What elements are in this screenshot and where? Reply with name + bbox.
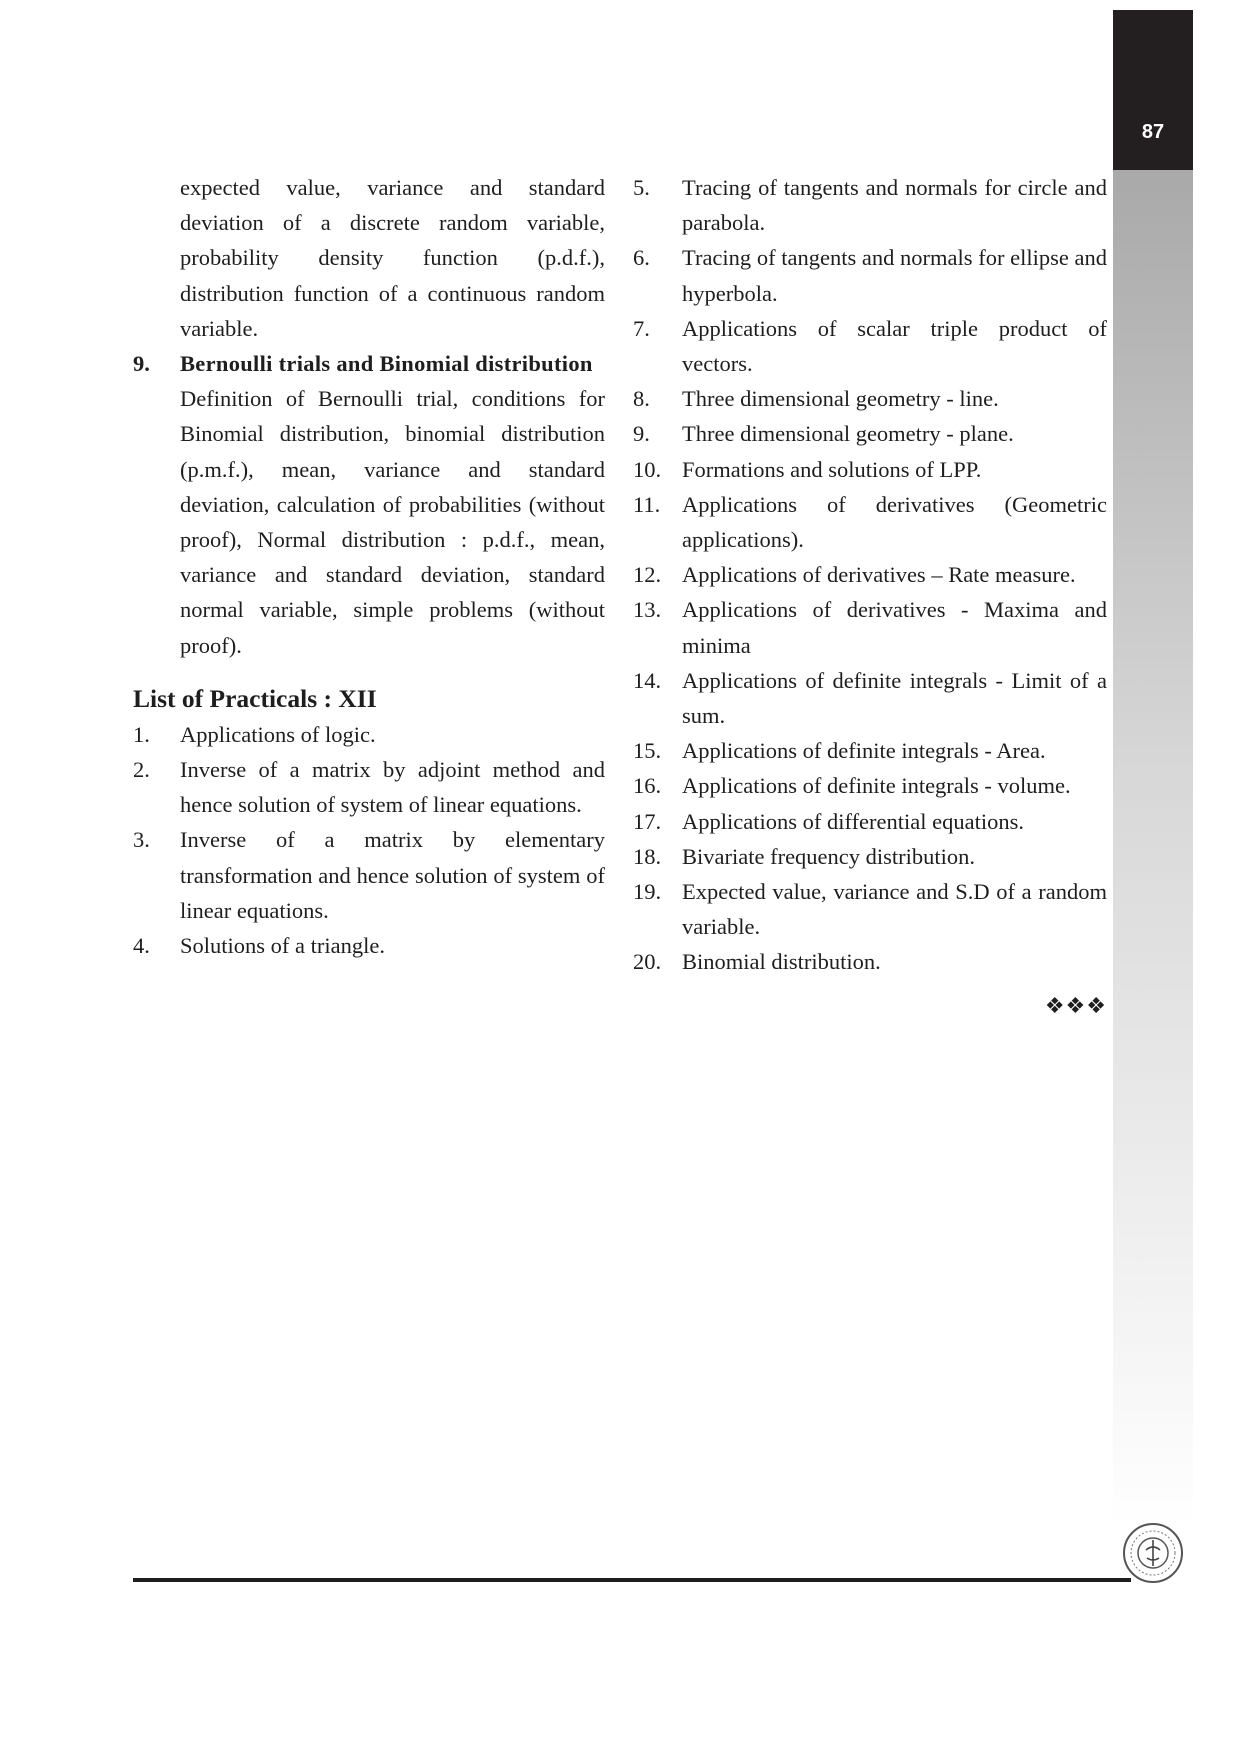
end-ornament: ❖❖❖	[1044, 992, 1107, 1018]
footer-rule	[133, 1578, 1131, 1582]
list-item: 16. Applications of definite integrals - volume.	[633, 773, 1071, 799]
list-item: 3. Inverse of a matrix by elementary transformation and hence solution of system of linear equations.	[133, 827, 605, 923]
list-item: 14. Applications of definite integrals - Limit of a sum.	[633, 667, 1107, 729]
left-column	[133, 170, 605, 963]
list-item: 11. Applications of derivatives (Geometric applications).	[633, 491, 1107, 553]
list-item: 6. Tracing of tangents and normals for ellipse and hyperbola.	[633, 245, 1107, 306]
page-number: 87	[1141, 121, 1165, 143]
list-item: 7. Applications of scalar triple product of vectors.	[633, 315, 1107, 377]
list-item: 8. Three dimensional geometry - line.	[633, 386, 999, 412]
practicals-heading: List of Practicals : XII	[133, 683, 377, 713]
list-item: 18. Bivariate frequency distribution.	[633, 843, 976, 869]
topic-title: Bernoulli trials and Binomial distribution	[180, 351, 593, 377]
topic-body: Definition of Bernoulli trial, conditions for Binomial distribution, binomial distribution (p.m.f.), mean, variance and standard deviation, calculation of probabilities (without proof), Normal distribution : p.d.f., mean, variance and standard deviation, standard normal variable, simple problems (without proof).	[180, 386, 605, 658]
list-item: 20. Binomial distribution.	[633, 949, 881, 975]
list-item: 10. Formations and solutions of LPP.	[633, 456, 982, 482]
list-item: 19. Expected value, variance and S.D of a random variable.	[633, 879, 1107, 940]
list-item: 12. Applications of derivatives – Rate measure.	[633, 562, 1076, 588]
list-item: 13. Applications of derivatives - Maxima and minima	[633, 597, 1107, 658]
list-item: 1. Applications of logic.	[133, 721, 376, 747]
list-item: 17. Applications of differential equations.	[633, 808, 1024, 834]
list-item: 9. Three dimensional geometry - plane.	[633, 421, 1014, 447]
right-column	[633, 170, 1107, 1023]
emblem-icon	[1122, 1522, 1184, 1584]
topic-number: 9.	[133, 351, 150, 377]
list-item: 15. Applications of definite integrals - Area.	[633, 738, 1046, 764]
page-number-tab	[1113, 10, 1193, 170]
list-item: 4. Solutions of a triangle.	[133, 933, 385, 959]
list-item: 5. Tracing of tangents and normals for circle and parabola.	[633, 175, 1107, 236]
continued-topic-text: expected value, variance and standard deviation of a discrete random variable, probability density function (p.d.f.), distribution function of a continuous random variable.	[180, 175, 605, 341]
list-item: 2. Inverse of a matrix by adjoint method and hence solution of system of linear equations.	[133, 757, 605, 818]
topic-heading	[133, 346, 605, 381]
side-gradient-strip	[1113, 170, 1193, 1530]
